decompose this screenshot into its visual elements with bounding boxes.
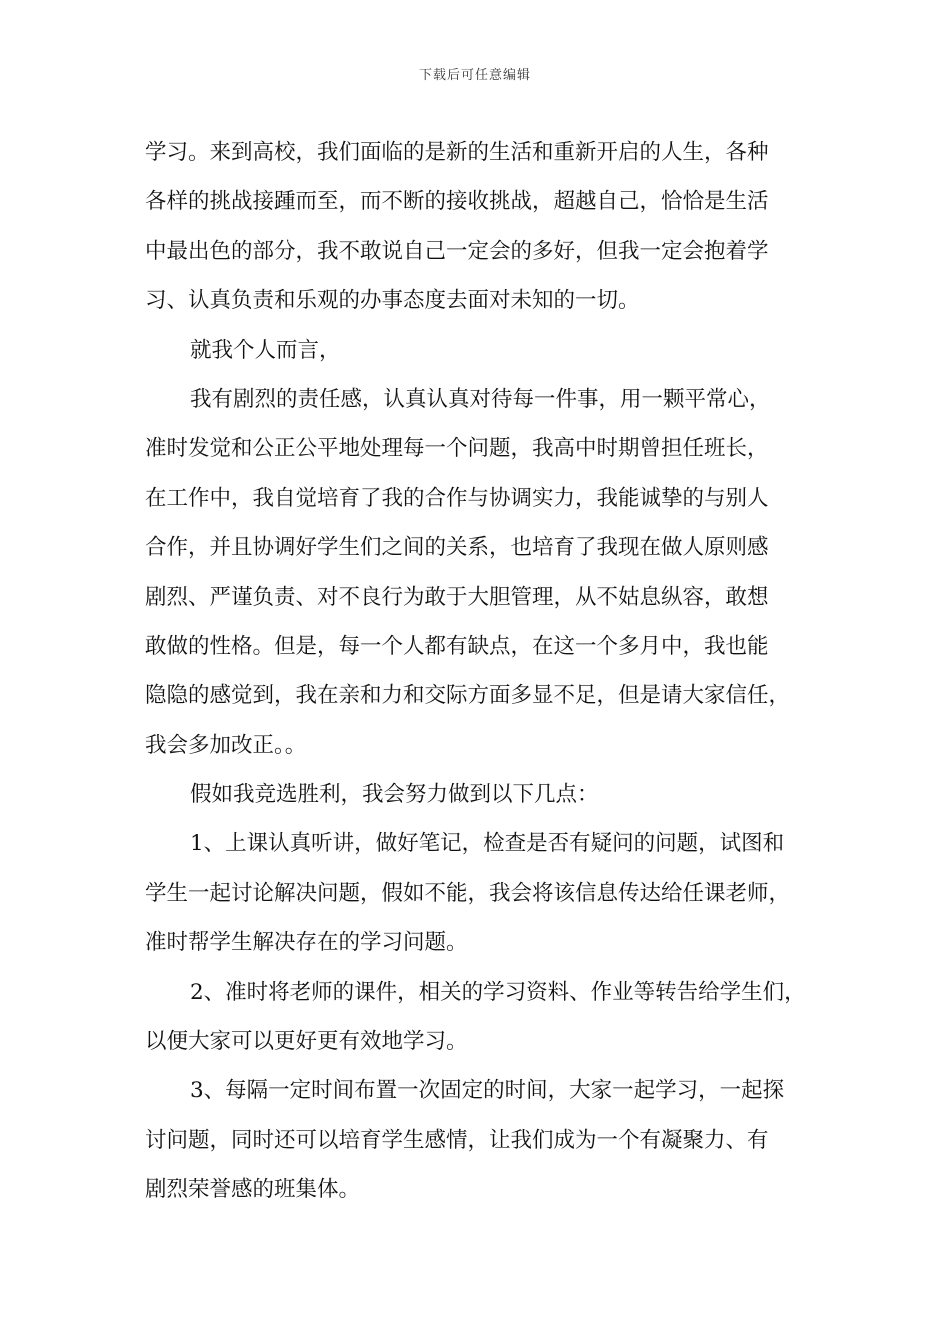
text-line: 假如我竞选胜利，我会努力做到以下几点： <box>190 782 599 808</box>
text-line: 我会多加改正。。 <box>145 732 307 758</box>
text-line: 学生一起讨论解决问题，假如不能，我会将该信息传达给任课老师， <box>145 880 791 906</box>
header-note: 下载后可任意编辑 <box>418 68 531 83</box>
text-line: 隐隐的感觉到，我在亲和力和交际方面多显不足，但是请大家信任， <box>145 683 791 709</box>
text-line: 各样的挑战接踵而至，而不断的接收挑战，超越自己，恰恰是生活 <box>145 189 769 215</box>
text-line: 剧烈荣誉感的班集体。 <box>145 1177 361 1203</box>
text-line: 剧烈、严谨负责、对不良行为敢于大胆管理，从不姑息纵容，敢想 <box>145 584 769 610</box>
text-line: 敢做的性格。但是，每一个人都有缺点，在这一个多月中，我也能 <box>145 633 769 659</box>
text-line: 就我个人而言， <box>190 337 341 363</box>
body-text <box>145 128 815 1215</box>
text-line: 在工作中，我自觉培育了我的合作与协调实力，我能诚挚的与别人 <box>145 485 769 511</box>
text-line: 习、认真负责和乐观的办事态度去面对未知的一切。 <box>145 288 640 314</box>
text-line: 合作，并且协调好学生们之间的关系，也培育了我现在做人原则感 <box>145 535 769 561</box>
text-line: 我有剧烈的责任感，认真认真对待每一件事，用一颗平常心， <box>190 386 771 412</box>
text-line: 以便大家可以更好更有效地学习。 <box>145 1029 468 1055</box>
text-line: 中最出色的部分，我不敢说自己一定会的多好，但我一定会抱着学 <box>145 238 769 264</box>
text-line: 1、上课认真听讲，做好笔记，检查是否有疑问的问题，试图和 <box>190 831 785 857</box>
text-line: 2、准时将老师的课件，相关的学习资料、作业等转告给学生们， <box>190 979 806 1005</box>
text-line: 3、每隔一定时间布置一次固定的时间，大家一起学习，一起探 <box>190 1078 785 1104</box>
text-line: 准时帮学生解决存在的学习问题。 <box>145 930 468 956</box>
text-line: 讨问题，同时还可以培育学生感情，让我们成为一个有凝聚力、有 <box>145 1127 769 1153</box>
text-line: 准时发觉和公正公平地处理每一个问题，我高中时期曾担任班长， <box>145 436 769 462</box>
text-line: 学习。来到高校，我们面临的是新的生活和重新开启的人生，各种 <box>145 140 769 165</box>
